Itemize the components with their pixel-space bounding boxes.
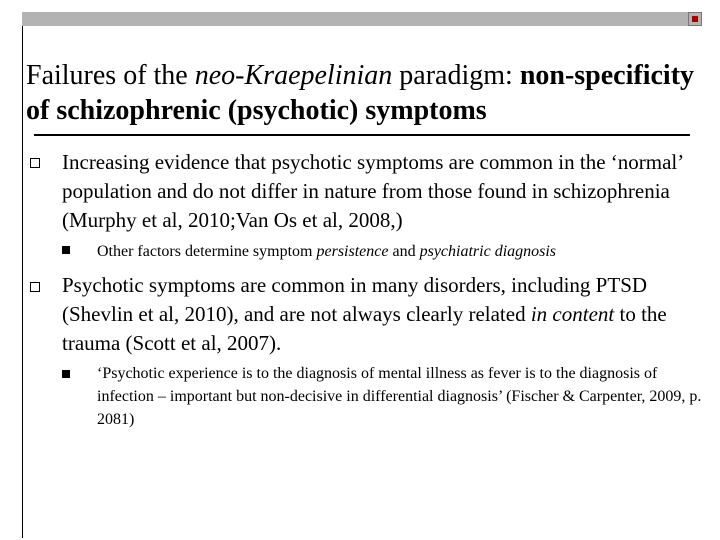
- corner-square-fill: [692, 16, 698, 22]
- title-part-4: non-specificity of schizophrenic (psychotic) symptoms: [26, 60, 695, 126]
- title-underline: [34, 134, 690, 136]
- sub1-part-c: and: [388, 243, 420, 260]
- sub1-part-b: persistence: [316, 243, 389, 260]
- sub1-part-a: Other factors determine symptom: [97, 243, 317, 260]
- left-vertical-line: [22, 26, 23, 538]
- slide-title: [26, 58, 706, 128]
- b2-part-c: to the trauma (Scott et al, 2007).: [62, 302, 667, 355]
- title-part-1: Failures of the: [26, 60, 195, 91]
- hollow-square-bullet-icon: [30, 282, 40, 292]
- top-decorative-bar: [22, 12, 688, 26]
- sub1-part-d: psychiatric diagnosis: [419, 243, 557, 260]
- bullet-2-subitem: ‘Psychotic experience is to the diagnosis of mental illness as fever is to the diagnosis of infection – important but non-decisive in differential diagnosis’ (Fischer & Carpenter, 2009, p. 2081): [97, 365, 702, 428]
- hollow-square-bullet-icon: [30, 158, 40, 168]
- corner-square-icon: [688, 12, 702, 26]
- title-part-3: paradigm:: [392, 60, 520, 91]
- bullet-1-subitem: [97, 240, 707, 263]
- bullet-1-text: Increasing evidence that psychotic symptoms are common in the ‘normal’ population and do not differ in nature from those found in schizophrenia (Murphy et al, 2010;Van Os et al, 2008,): [62, 150, 683, 232]
- filled-square-bullet-icon: [62, 370, 70, 378]
- title-part-2: neo-Kraepelinian: [194, 60, 393, 91]
- b2-part-b: in content: [530, 302, 615, 326]
- bullet-2-text: [62, 271, 702, 358]
- filled-square-bullet-icon: [62, 246, 70, 254]
- b2-part-a: Psychotic symptoms are common in many disorders, including PTSD (Shevlin et al, 2010), and are not always clearly related: [62, 273, 648, 326]
